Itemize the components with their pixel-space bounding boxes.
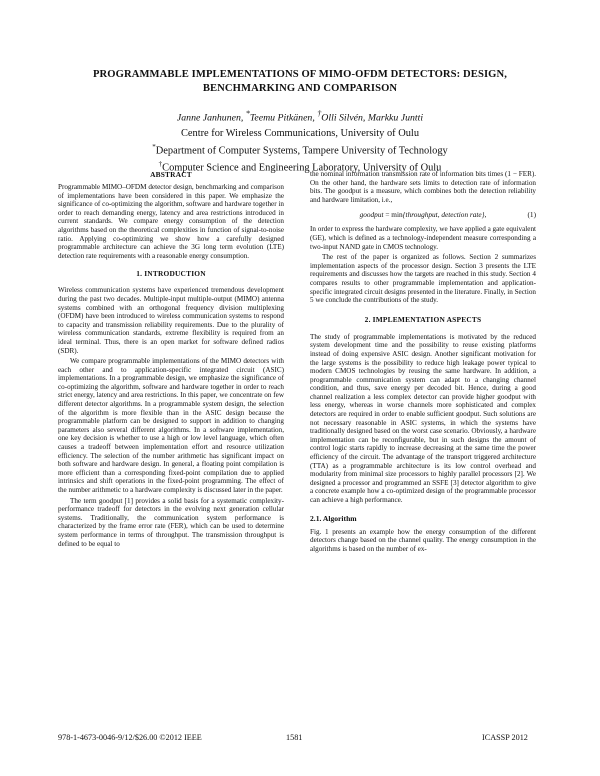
affiliation-3-mark: † [158, 159, 163, 168]
left-column [58, 170, 284, 548]
section-2-heading: 2. IMPLEMENTATION ASPECTS [364, 314, 482, 324]
intro-paragraph-3: The term goodput [1] provides a solid basis for a systematic complexity-performance tradeoff for detectors in the evolving next generation cellular systems. Traditionally, the communication system performance is characterized by the frame error rate (FER), which can be used to determine system performance in terms of throughput. The transmission throughput is defined to be equal to [58, 496, 284, 548]
intro-paragraph-2: We compare programmable implementations of the MIMO detectors with each other and to application-specific integrated circuit (ASIC) implementations. In a programmable design, we emphasize the significance of co-optimizing the algorithm, software and hardware together in order to reach strict energy, latency and area restrictions. In this paper, we concentrate on few different detector algorithms. In a programmable system design, the selection of the algorithm is more flexible than in the ASIC design because the programmable platform can be designed to support in addition to changing parameters also several different algorithms. In a software implementation, one key decision is whether to use a high or low level language, which often causes a tradeoff between implementation effort and resource utilization efficiency. The selection of the number arithmetic has significant impact on both software and hardware design. In general, a floating point compilation is more efficient than a corresponding fixed-point compilation due to applied intrinsics and shift operations in the fixed-point programming. The effect of the number arithmetic to a hardware complexity is discussed later in the paper. [58, 357, 284, 494]
equation-number: (1) [527, 210, 536, 220]
abstract-heading: ABSTRACT [150, 170, 192, 179]
paper-title [60, 68, 540, 96]
footer-page-number: 1581 [286, 733, 303, 742]
equation-lhs: goodput [359, 210, 384, 220]
affiliations [60, 128, 540, 175]
gate-equivalent-paragraph: In order to express the hardware complexity, we have applied a gate equivalent (GE), which is defined as a technology-independent measure corresponding a two-input NAND gate in CMOS technology. [310, 225, 536, 251]
equation-1 [310, 210, 536, 219]
affiliation-2-line [60, 141, 540, 158]
author-3: Olli Silvén, Markku Juntti [321, 112, 424, 124]
author-3-mark: † [317, 109, 322, 118]
affiliation-1: Centre for Wireless Communications, University of Oulu [180, 128, 420, 139]
affiliation-2: Department of Computer Systems, Tampere University of Technology [155, 145, 448, 157]
affiliation-3: Computer Science and Engineering Laboratory, University of Oulu [162, 162, 442, 174]
affiliation-2-mark: * [152, 142, 156, 151]
intro-paragraph-1: Wireless communication systems have experienced tremendous development during the past two decades. Multiple-input multiple-output (MIMO) antenna systems combined with an orthogonal frequency division multiplexing (OFDM) have been introduced to wireless communication systems to respond to capacity and transmission reliability requirements. Due to the plurality of wireless communication standards, extreme flexibility is required from an ideal terminal. Thus, there is an open market for software defined radios (SDR). [58, 286, 284, 355]
section-2-paragraph: The study of programmable implementations is motivated by the reduced system development time and the possibility to reuse existing platforms instead of doing expensive ASIC design. Another significant motivation for the large systems is the possibility to reduce high leakage power typical to modern CMOS technologies by reusing the same hardware. In addition, a programmable communication system can adapt to a changing channel condition, and thus, save energy per decoded bit. Hence, during a good channel realization a less complex detector can provide higher goodput with less energy, whereas in worse channels more sophisticated and complex detectors are required in order to enable sufficient goodput. Such solutions are not necessary reasonable in ASIC systems, in which the systems have traditionally designed based on the worst case scenario. Obviously, a hardware implementation can be reconfigurable, but in such designs the amount of control logic starts rapidly to increase decreasing at the same time the power efficiency of the circuit. The advantage of the transport triggered architecture (TTA) as a programmable architecture is its low control overhead and modularity from minimal size processors to highly parallel processors [2]. We designed a processor and programmed an SSFE [3] detector algorithm to give a concrete example how a co-optimized design of the programmable processor can achieve a high performance. [310, 332, 536, 504]
author-2-mark: * [245, 109, 250, 118]
author-list [60, 108, 540, 124]
equation-args: {throughput, detection rate}, [402, 210, 487, 220]
goodput-paragraph: the nominal information transmission rate of information bits times (1 − FER). On the other hand, the hardware sets limits to detection rate of information bits. The goodput is a measure, which combines both the detection reliability and hardware limitation, i.e., [310, 170, 536, 204]
title-line-2: BENCHMARKING AND COMPARISON [202, 83, 398, 94]
footer-conference: ICASSP 2012 [482, 733, 528, 742]
abstract-text: Programmable MIMO–OFDM detector design, benchmarking and comparison of implementations have been considered in this paper. We emphasize the significance of co-optimizing the algorithm, software and hardware together in order to reach demanding energy, latency and area restrictions introduced in current standards. We compare energy consumption of the detection algorithms based on the theoretical complexities in function of signal-to-noise ratio. Applying co-optimizing we show how a carefully designed programmable architecture can achieve the 3G long term evolution (LTE) detection rate requirements with a reasonable energy consumption. [58, 183, 284, 260]
organization-paragraph: The rest of the paper is organized as follows. Section 2 summarizes implementation aspects of the processor design. Section 3 presents the LTE requirements and discusses how the targets are reached in this study. Section 4 compares results to other programmable implementation and application-specific integrated circuit designs presented in the literature. Finally, in Section 5 we conclude the contributions of the study. [310, 253, 536, 305]
author-1: Janne Janhunen, [176, 112, 246, 124]
footer-isbn: 978-1-4673-0046-9/12/$26.00 ©2012 IEEE [58, 733, 202, 742]
title-line-1: PROGRAMMABLE IMPLEMENTATIONS OF MIMO-OFDM DETECTORS: DESIGN, [92, 69, 508, 80]
subsection-2-1-paragraph: Fig. 1 presents an example how the energy consumption of the different detectors change based on the channel quality. The energy consumption in the algorithms is based on the number of ex- [310, 527, 536, 553]
equation-operator: = min [383, 210, 403, 220]
right-column [310, 170, 536, 553]
subsection-2-1-heading: 2.1. Algorithm [310, 513, 357, 523]
introduction-heading: 1. INTRODUCTION [136, 269, 206, 279]
author-2: Teemu Pitkänen, [249, 112, 318, 124]
